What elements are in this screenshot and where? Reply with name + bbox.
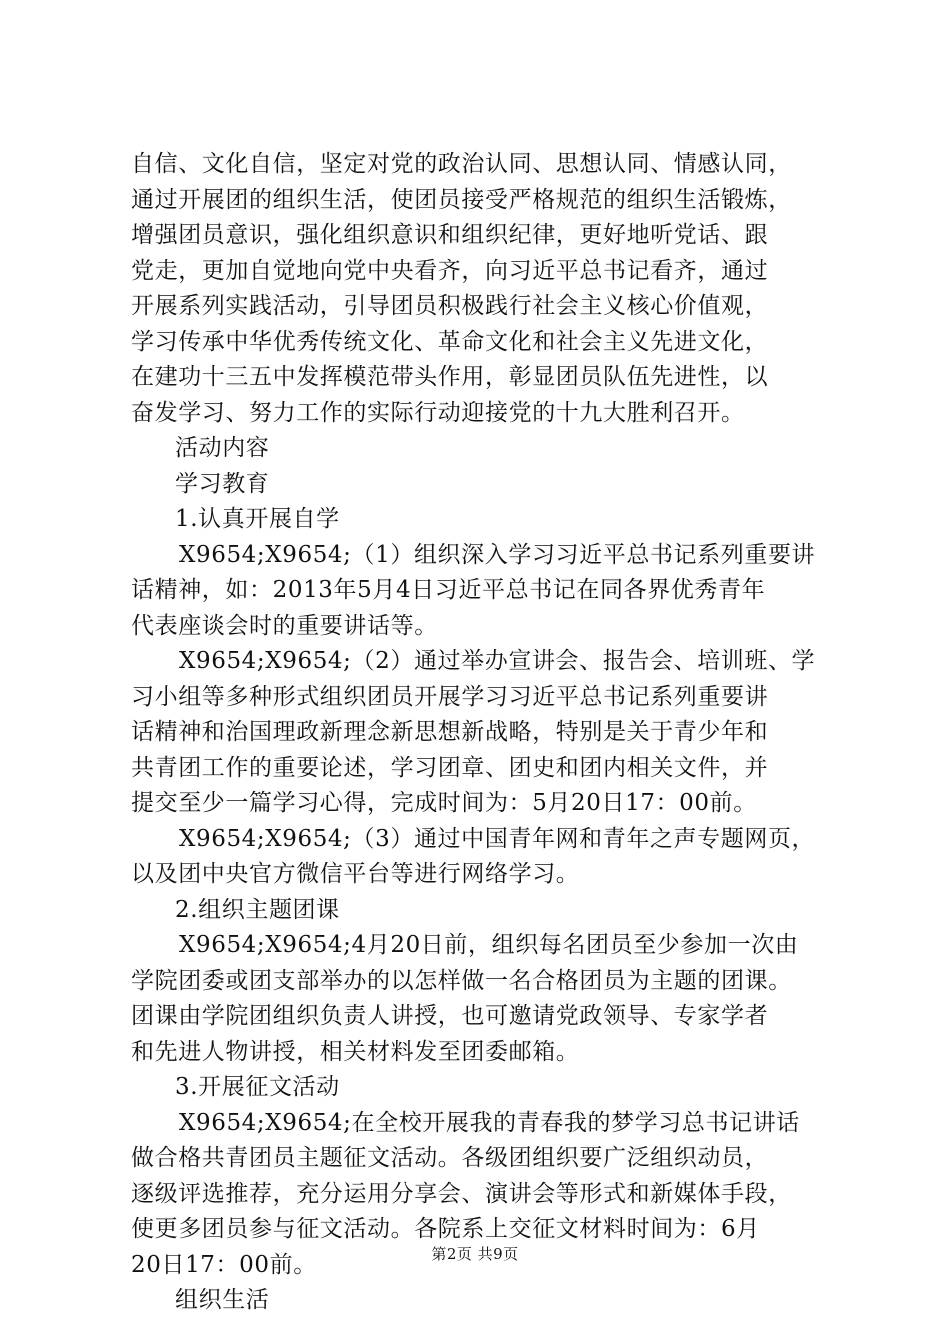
text-line: 共青团工作的重要论述，学习团章、团史和团内相关文件，并 xyxy=(131,754,769,781)
text-line: 习小组等多种形式组织团员开展学习习近平总书记系列重要讲 xyxy=(131,683,769,710)
text-line: 做合格共青团员主题征文活动。各级团组织要广泛组织动员， xyxy=(131,1145,769,1171)
text-line: 通过开展团的组织生活，使团员接受严格规范的组织生活锻炼， xyxy=(131,186,792,213)
text-line: 奋发学习、努力工作的实际行动迎接党的十九大胜利召开。 xyxy=(131,399,745,426)
text-line: X9654;X9654;（3）通过中国青年网和青年之声专题网页， xyxy=(179,825,816,852)
text-line: 团课由学院团组织负责人讲授，也可邀请党政领导、专家学者 xyxy=(131,1003,769,1029)
text-line: 逐级评选推荐，充分运用分享会、演讲会等形式和新媒体手段， xyxy=(131,1180,792,1207)
text-line: X9654;X9654;（2）通过举办宣讲会、报告会、培训班、学 xyxy=(179,648,816,674)
document-body xyxy=(131,147,831,1319)
text-line: 代表座谈会时的重要讲话等。 xyxy=(131,612,438,639)
text-line: 活动内容 xyxy=(175,435,270,461)
text-line: X9654;X9654;4月20日前，组织每名团员至少参加一次由 xyxy=(179,932,799,958)
text-line: 组织生活 xyxy=(175,1287,270,1313)
text-line: X9654;X9654;（1）组织深入学习习近平总书记系列重要讲 xyxy=(179,541,816,568)
text-line: 和先进人物讲授，相关材料发至团委邮箱。 xyxy=(131,1038,580,1065)
text-line: 20日17：00前。 xyxy=(131,1251,317,1278)
text-line: 开展系列实践活动，引导团员积极践行社会主义核心价值观， xyxy=(131,293,769,319)
text-line: 增强团员意识，强化组织意识和组织纪律，更好地听党话、跟 xyxy=(131,222,769,248)
text-line: 以及团中央官方微信平台等进行网络学习。 xyxy=(131,861,580,887)
text-line: 3.开展征文活动 xyxy=(175,1074,340,1100)
text-line: 提交至少一篇学习心得，完成时间为：5月20日17：00前。 xyxy=(131,790,757,816)
page-footer: 第2页 共9页 xyxy=(431,1245,519,1263)
text-line: 自信、文化自信，坚定对党的政治认同、思想认同、情感认同， xyxy=(131,151,792,177)
text-line: X9654;X9654;在全校开展我的青春我的梦学习总书记讲话 xyxy=(179,1109,800,1136)
text-line: 话精神，如：2013年5月4日习近平总书记在同各界优秀青年 xyxy=(131,577,766,603)
text-line: 2.组织主题团课 xyxy=(175,896,340,923)
text-line: 学习教育 xyxy=(175,470,270,497)
text-line: 在建功十三五中发挥模范带头作用，彰显团员队伍先进性，以 xyxy=(131,364,769,390)
text-line: 1.认真开展自学 xyxy=(175,506,340,532)
text-line: 话精神和治国理政新理念新思想新战略，特别是关于青少年和 xyxy=(131,719,769,745)
text-line: 使更多团员参与征文活动。各院系上交征文材料时间为：6月 xyxy=(131,1216,760,1242)
text-line: 学习传承中华优秀传统文化、革命文化和社会主义先进文化， xyxy=(131,328,769,355)
text-line: 学院团委或团支部举办的以怎样做一名合格团员为主题的团课。 xyxy=(131,967,792,994)
text-line: 党走，更加自觉地向党中央看齐，向习近平总书记看齐，通过 xyxy=(131,257,769,284)
